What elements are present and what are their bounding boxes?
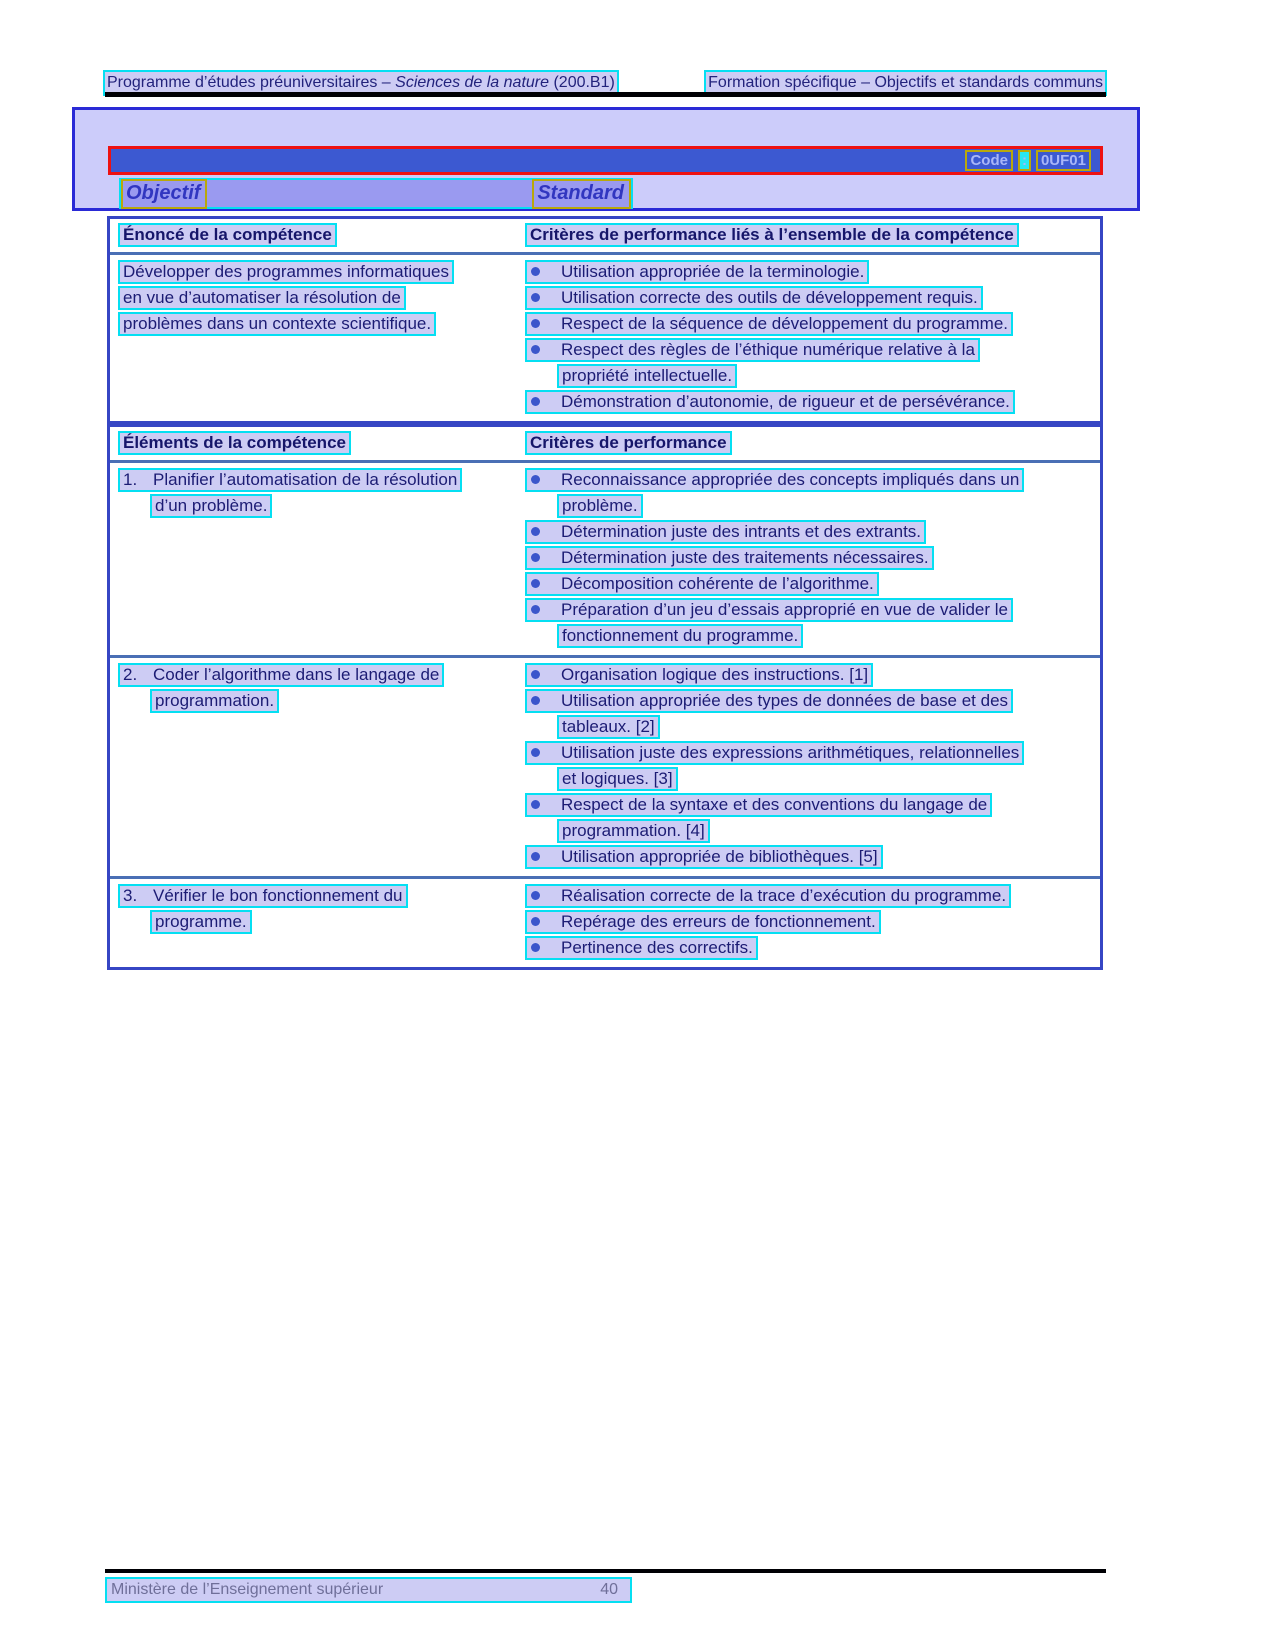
criterion-text: Pertinence des correctifs. — [561, 938, 753, 957]
criterion-item — [525, 545, 1100, 571]
bullet-dot-icon — [531, 397, 540, 406]
element-text: programmation. — [150, 689, 279, 713]
footer-page-number: 40 — [600, 1581, 618, 1598]
footer-ministry: Ministère de l’Enseignement supérieur — [111, 1581, 384, 1598]
bullet-dot-icon — [531, 943, 540, 952]
competency-table — [107, 216, 1103, 424]
element-number: 3. — [123, 886, 138, 905]
table-row — [110, 255, 1100, 421]
criterion-text: problème. — [557, 494, 643, 518]
criterion-item — [525, 389, 1100, 415]
element-text: Coder l’algorithme dans le langage de — [153, 665, 440, 684]
bullet-dot-icon — [531, 605, 540, 614]
criterion-item — [525, 662, 1100, 688]
criterion-item — [525, 792, 1100, 844]
elements-table — [107, 424, 1103, 970]
bullet-dot-icon — [531, 527, 540, 536]
bullet-dot-icon — [531, 670, 540, 679]
criterion-text: programmation. [4] — [557, 819, 710, 843]
code-value: 0UF01 — [1036, 150, 1091, 171]
criterion-text: et logiques. [3] — [557, 767, 678, 791]
criteria-cell — [525, 467, 1100, 649]
criterion-text: Respect de la séquence de développement du programme. — [561, 314, 1009, 333]
criteria-cell — [525, 259, 1100, 415]
standard-label: Standard — [532, 179, 631, 209]
bullet-dot-icon — [531, 553, 540, 562]
criterion-text: fonctionnement du programme. — [557, 624, 803, 648]
criterion-text: Démonstration d’autonomie, de rigueur et de persévérance. — [561, 392, 1010, 411]
objective-standard-banner — [72, 107, 1140, 211]
element-text: Vérifier le bon fonctionnement du — [153, 886, 403, 905]
code-label: Code — [965, 150, 1013, 171]
bullet-dot-icon — [531, 696, 540, 705]
objectif-label: Objectif — [121, 179, 207, 209]
criterion-item — [525, 519, 1100, 545]
element-text: d’un problème. — [150, 494, 272, 518]
statement-cell — [110, 259, 525, 415]
criterion-text: Utilisation juste des expressions arithmétiques, relationnelles — [561, 743, 1020, 762]
criterion-item — [525, 909, 1100, 935]
criterion-text: Utilisation correcte des outils de développement requis. — [561, 288, 978, 307]
criterion-text: Préparation d’un jeu d’essais approprié en vue de valider le — [561, 600, 1009, 619]
bullet-dot-icon — [531, 748, 540, 757]
competency-table-header-row — [110, 219, 1100, 255]
element-number: 2. — [123, 665, 138, 684]
criterion-item — [525, 597, 1100, 649]
criterion-text: Décomposition cohérente de l’algorithme. — [561, 574, 874, 593]
table-header-cell: Critères de performance — [525, 430, 1100, 456]
table-row — [110, 463, 1100, 655]
code-bar — [108, 146, 1103, 175]
table-row — [110, 655, 1100, 876]
code-separator: : — [1018, 150, 1031, 171]
objective-standard-strip — [119, 178, 633, 209]
criteria-cell — [525, 662, 1100, 870]
criterion-item — [525, 285, 1100, 311]
criterion-text: Détermination juste des traitements nécessaires. — [561, 548, 929, 567]
criterion-item — [525, 883, 1100, 909]
criterion-text: Utilisation appropriée des types de données de base et des — [561, 691, 1009, 710]
criterion-text: propriété intellectuelle. — [557, 364, 737, 388]
criterion-item — [525, 467, 1100, 519]
criterion-item — [525, 844, 1100, 870]
bullet-dot-icon — [531, 319, 540, 328]
footer-divider — [105, 1569, 1106, 1573]
criterion-item — [525, 935, 1100, 961]
criterion-item — [525, 571, 1100, 597]
criterion-item — [525, 259, 1100, 285]
bullet-dot-icon — [531, 267, 540, 276]
statement-line: en vue d’automatiser la résolution de — [118, 286, 406, 310]
criterion-text: Réalisation correcte de la trace d’exécution du programme. — [561, 886, 1007, 905]
elements-table-header-row — [110, 427, 1100, 463]
program-title-suffix: (200.B1) — [549, 74, 615, 91]
running-header-right: Formation spécifique – Objectifs et standards communs — [704, 70, 1107, 96]
element-cell — [110, 662, 525, 870]
bullet-dot-icon — [531, 475, 540, 484]
header-divider — [105, 92, 1106, 97]
element-text: programme. — [150, 910, 252, 934]
bullet-dot-icon — [531, 891, 540, 900]
element-number: 1. — [123, 470, 138, 489]
criterion-text: Respect de la syntaxe et des conventions du langage de — [561, 795, 988, 814]
table-header-cell: Énoncé de la compétence — [110, 222, 525, 248]
statement-line: Développer des programmes informatiques — [118, 260, 454, 284]
statement-line: problèmes dans un contexte scientifique. — [118, 312, 436, 336]
table-header-cell: Critères de performance liés à l’ensemble de la compétence — [525, 222, 1100, 248]
bullet-dot-icon — [531, 579, 540, 588]
criterion-text: tableaux. [2] — [557, 715, 660, 739]
bullet-dot-icon — [531, 345, 540, 354]
criterion-text: Utilisation appropriée de bibliothèques. [5] — [561, 847, 878, 866]
bullet-dot-icon — [531, 917, 540, 926]
criterion-text: Respect des règles de l’éthique numérique relative à la — [561, 340, 975, 359]
page-footer — [105, 1577, 632, 1603]
criterion-item — [525, 311, 1100, 337]
criterion-text: Reconnaissance appropriée des concepts impliqués dans un — [561, 470, 1020, 489]
criterion-text: Détermination juste des intrants et des extrants. — [561, 522, 922, 541]
table-header-cell: Éléments de la compétence — [110, 430, 525, 456]
bullet-dot-icon — [531, 800, 540, 809]
criterion-text: Organisation logique des instructions. [1] — [561, 665, 869, 684]
criterion-item — [525, 688, 1100, 740]
element-cell — [110, 467, 525, 649]
criterion-text: Utilisation appropriée de la terminologie. — [561, 262, 865, 281]
bullet-dot-icon — [531, 852, 540, 861]
criterion-item — [525, 337, 1100, 389]
table-row — [110, 876, 1100, 967]
element-text: Planifier l’automatisation de la résolution — [153, 470, 458, 489]
criteria-cell — [525, 883, 1100, 961]
program-title-prefix: Programme d’études préuniversitaires – — [107, 74, 396, 91]
program-title-italic: Sciences de la nature — [395, 74, 550, 91]
element-cell — [110, 883, 525, 961]
criterion-text: Repérage des erreurs de fonctionnement. — [561, 912, 876, 931]
bullet-dot-icon — [531, 293, 540, 302]
criterion-item — [525, 740, 1100, 792]
